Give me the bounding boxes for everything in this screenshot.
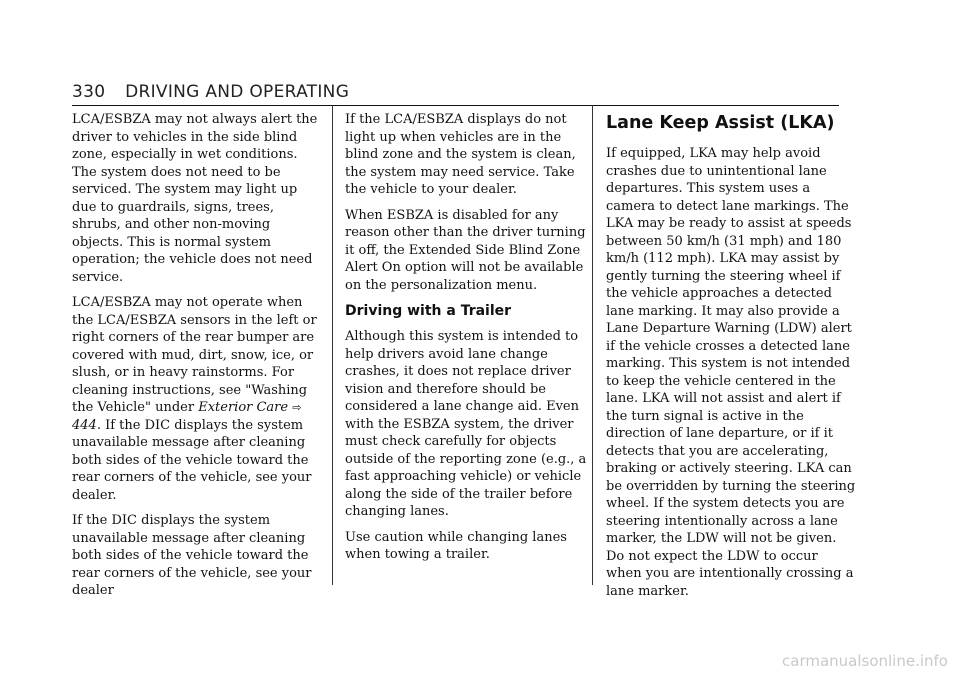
column-middle <box>345 111 595 572</box>
paragraph-text: If the DIC displays the system unavailable message after cleaning both sides of the vehicle toward the rear corners of the vehicle, see your dealer. <box>72 417 312 503</box>
column-left <box>72 111 322 608</box>
header-rule <box>72 105 839 106</box>
cross-reference-link[interactable]: Exterior Care <box>198 400 289 415</box>
section-heading: Driving with a Trailer <box>345 303 512 319</box>
paragraph-text: LCA/ESBZA may not operate when the LCA/ESBZA sensors in the left or right corners of the rear bumper are covered with mud, dirt, snow, ice, or slush, or in heavy rainstorms. For cleaning instructions, see "Washing the Vehicle" under <box>72 295 317 415</box>
paragraph: If the DIC displays the system unavailable message after cleaning both sides of the vehicle toward the rear corners of the vehicle, see your dealer <box>72 513 312 598</box>
paragraph: Although this system is intended to help drivers avoid lane change crashes, it does not replace driver vision and therefore should be considered a lane change aid. Even with the ESBZA system, the driver must check carefully for objects outside of the reporting zone (e.g., a fast approaching vehicle) or vehicle along the side of the trailer before changing lanes. <box>345 329 587 519</box>
paragraph: If the LCA/ESBZA displays do not light up when vehicles are in the blind zone and the system is clean, the system may need service. Take the vehicle to your dealer. <box>345 112 576 197</box>
page-number: 330 <box>72 82 106 102</box>
paragraph: LCA/ESBZA may not always alert the driver to vehicles in the side blind zone, especially in wet conditions. The system does not need to be serviced. The system may light up due to guardrails, signs, trees, shrubs, and other non-moving objects. This is normal system operation; the vehicle does not need service. <box>72 112 318 285</box>
watermark: carmanualsonline.info <box>782 652 948 670</box>
paragraph: When ESBZA is disabled for any reason other than the driver turning it off, the Extended Side Blind Zone Alert On option will not be available on the personalization menu. <box>345 207 586 293</box>
page-reference-arrow-icon: ⇨ <box>292 401 302 414</box>
column-divider-left <box>332 105 333 585</box>
section-heading: Lane Keep Assist (LKA) <box>606 113 835 133</box>
section-title: DRIVING AND OPERATING <box>125 82 350 102</box>
column-right <box>606 111 856 608</box>
page-header <box>72 82 349 102</box>
paragraph: Use caution while changing lanes when towing a trailer. <box>345 529 567 562</box>
paragraph: LCA/ESBZA may not operate when the LCA/ESBZA sensors in the left or right corners of the rear bumper are covered with mud, dirt, snow, ice, or slush, or in heavy rainstorms. For cleaning instructions, see "Washing the Vehicle" under Exterior Care ⇨ 444. If the DIC displays the system unavailable message after cleaning both sides of the vehicle toward the rear corners of the vehicle, see your dealer. <box>72 295 317 503</box>
paragraph: If equipped, LKA may help avoid crashes due to unintentional lane departures. This system uses a camera to detect lane markings. The LKA may be ready to assist at speeds between 50 km/h (31 mph) and 180 km/h (112 mph). LKA may assist by gently turning the steering wheel if the vehicle approaches a detected lane marking. It may also provide a Lane Departure Warning (LDW) alert if the vehicle crosses a detected lane marking. This system is not intended to keep the vehicle centered in the lane. LKA will not assist and alert if the turn signal is active in the direction of lane departure, or if it detects that you are accelerating, braking or actively steering. LKA can be overridden by turning the steering wheel. If the system detects you are steering intentionally across a lane marker, the LDW will not be given. Do not expect the LDW to occur when you are intentionally crossing a lane marker. <box>606 146 856 599</box>
cross-reference-page[interactable]: 444 <box>72 417 97 433</box>
